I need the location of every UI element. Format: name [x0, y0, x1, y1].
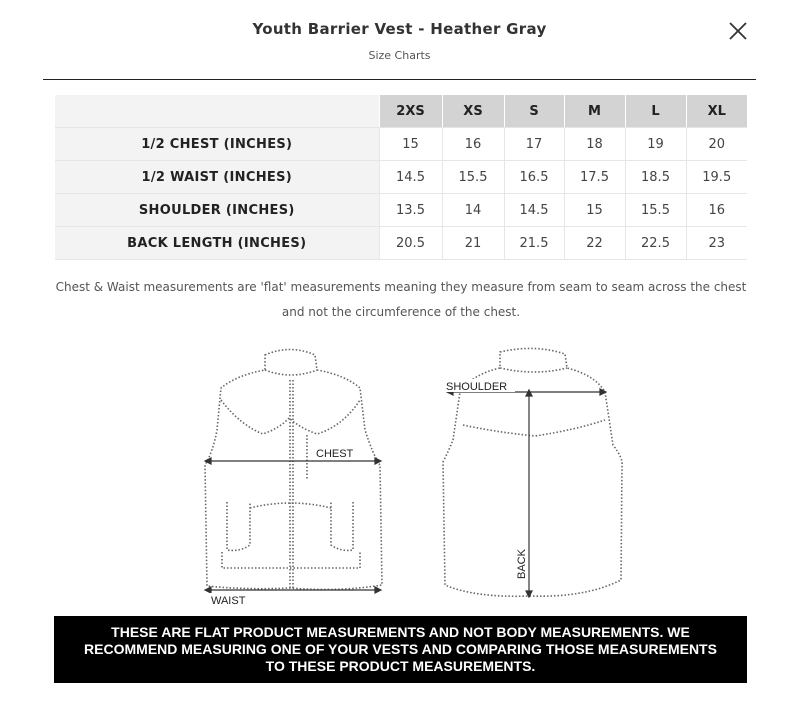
table-cell: 23 [686, 227, 747, 260]
table-cell: 17 [504, 128, 564, 161]
modal-title: Youth Barrier Vest - Heather Gray [252, 20, 547, 38]
waist-label: WAIST [211, 595, 246, 607]
table-cell: 18 [564, 128, 625, 161]
size-chart-table [55, 95, 747, 260]
size-header: 2XS [379, 95, 442, 128]
row-label: SHOULDER (INCHES) [55, 194, 379, 227]
table-cell: 15 [379, 128, 442, 161]
size-header: XL [686, 95, 747, 128]
size-header: XS [442, 95, 504, 128]
table-cell: 13.5 [379, 194, 442, 227]
table-cell: 14 [442, 194, 504, 227]
close-icon[interactable] [726, 19, 750, 43]
table-cell: 16.5 [504, 161, 564, 194]
chest-label: CHEST [316, 448, 354, 460]
measurement-note: Chest & Waist measurements are 'flat' measurements meaning they measure from seam to seam across the chest and not the circumference of the chest. [55, 280, 747, 319]
size-header: S [504, 95, 564, 128]
table-cell: 20.5 [379, 227, 442, 260]
table-cell: 15 [564, 194, 625, 227]
table-header-row [55, 95, 747, 128]
table-cell: 15.5 [625, 194, 686, 227]
table-cell: 14.5 [504, 194, 564, 227]
table-cell: 22.5 [625, 227, 686, 260]
row-label: 1/2 CHEST (INCHES) [55, 128, 379, 161]
vest-front-illustration [205, 350, 382, 590]
table-header-blank [55, 95, 379, 128]
table-cell: 16 [442, 128, 504, 161]
table-row [55, 194, 747, 227]
size-header: L [625, 95, 686, 128]
table-cell: 18.5 [625, 161, 686, 194]
table-row [55, 227, 747, 260]
header-divider [43, 79, 756, 80]
table-row [55, 128, 747, 161]
size-header: M [564, 95, 625, 128]
vest-measurement-diagram [195, 340, 635, 610]
table-cell: 16 [686, 194, 747, 227]
row-label: 1/2 WAIST (INCHES) [55, 161, 379, 194]
measurement-disclaimer-banner: THESE ARE FLAT PRODUCT MEASUREMENTS AND NOT BODY MEASUREMENTS. WE RECOMMEND MEASURING ONE OF YOUR VESTS AND COMPARING THOSE MEASUREMENTS TO THESE PRODUCT MEASUREMENTS. [54, 616, 747, 683]
table-cell: 22 [564, 227, 625, 260]
table-row [55, 161, 747, 194]
shoulder-label: SHOULDER [446, 381, 508, 393]
table-cell: 20 [686, 128, 747, 161]
table-cell: 14.5 [379, 161, 442, 194]
table-cell: 17.5 [564, 161, 625, 194]
back-length-label: BACK [516, 549, 528, 579]
modal-subtitle: Size Charts [368, 49, 431, 62]
table-cell: 19.5 [686, 161, 747, 194]
table-cell: 21.5 [504, 227, 564, 260]
table-cell: 15.5 [442, 161, 504, 194]
table-cell: 21 [442, 227, 504, 260]
table-cell: 19 [625, 128, 686, 161]
row-label: BACK LENGTH (INCHES) [55, 227, 379, 260]
